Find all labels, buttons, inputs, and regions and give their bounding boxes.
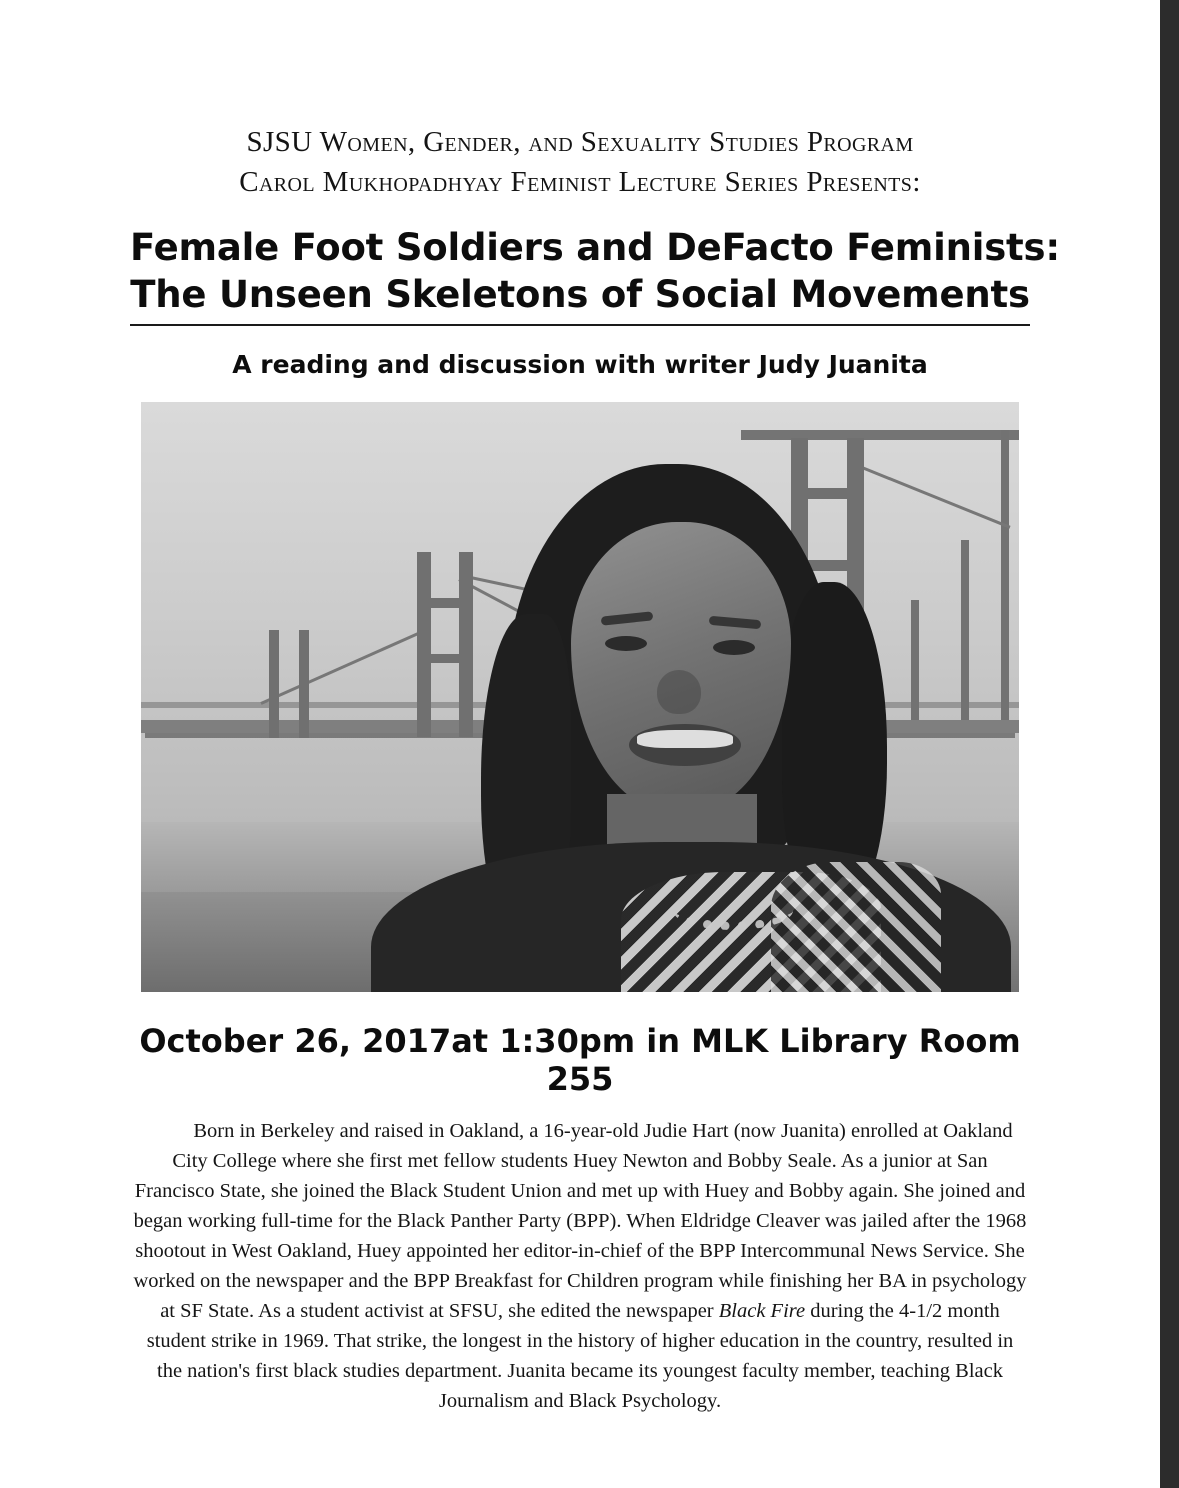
scan-edge-strip xyxy=(1160,0,1179,1488)
subject-mouth xyxy=(629,724,741,766)
subject-eye-left xyxy=(605,636,647,651)
bio-text-part-2: during the 4-1/2 month student strike in 1969. That strike, the longest in the history of higher education in the country, resulted in the nation's first black studies department. Juanita became its youngest faculty member, teaching Black Journalism and Black Psychology. xyxy=(146,1300,1014,1412)
subject-garment-pattern-right xyxy=(771,862,941,992)
event-details: October 26, 2017at 1:30pm in MLK Library Room 255 xyxy=(139,1022,1021,1098)
title-block xyxy=(130,224,1060,326)
bridge-tower-far-left xyxy=(269,630,279,738)
bio-text-part-1: Born in Berkeley and raised in Oakland, a 16-year-old Judie Hart (now Juanita) enrolled at Oakland City College where she first met fellow students Huey Newton and Bobby Seale. As a junior at San Francisco State, she joined the Black Student Union and met up with Huey and Bobby again. She joined and began working full-time for the Black Panther Party (BPP). When Eldridge Cleaver was jailed after the 1968 shootout in West Oakland, Huey appointed her editor-in-chief of the BPP Intercommunal News Service. She worked on the newspaper and the BPP Breakfast for Children program while finishing her BA in psychology at SF State. As a student activist at SFSU, she edited the newspaper xyxy=(133,1120,1027,1322)
speaker-bio xyxy=(133,1116,1027,1416)
title-line-2: The Unseen Skeletons of Social Movements xyxy=(130,273,1030,316)
kicker-line-2: Carol Mukhopadhyay Feminist Lecture Series Presents: xyxy=(239,166,921,198)
bridge-truss-vertical-1 xyxy=(1001,430,1009,720)
subject-eye-right xyxy=(713,640,755,655)
portrait-subject xyxy=(411,402,971,992)
subject-teeth xyxy=(637,730,733,748)
poster-subtitle: A reading and discussion with writer Judy Juanita xyxy=(232,350,928,379)
bio-newspaper-title: Black Fire xyxy=(718,1300,806,1322)
subject-nose xyxy=(657,670,701,714)
bridge-tower-far-left-b xyxy=(299,630,309,738)
program-kicker xyxy=(130,122,1030,202)
subject-necklace xyxy=(673,891,793,930)
speaker-photo xyxy=(141,402,1019,992)
kicker-line-1: SJSU Women, Gender, and Sexuality Studies Program xyxy=(246,126,914,158)
page-title xyxy=(130,224,1060,318)
title-line-1: Female Foot Soldiers and DeFacto Feminists: xyxy=(130,226,1060,269)
